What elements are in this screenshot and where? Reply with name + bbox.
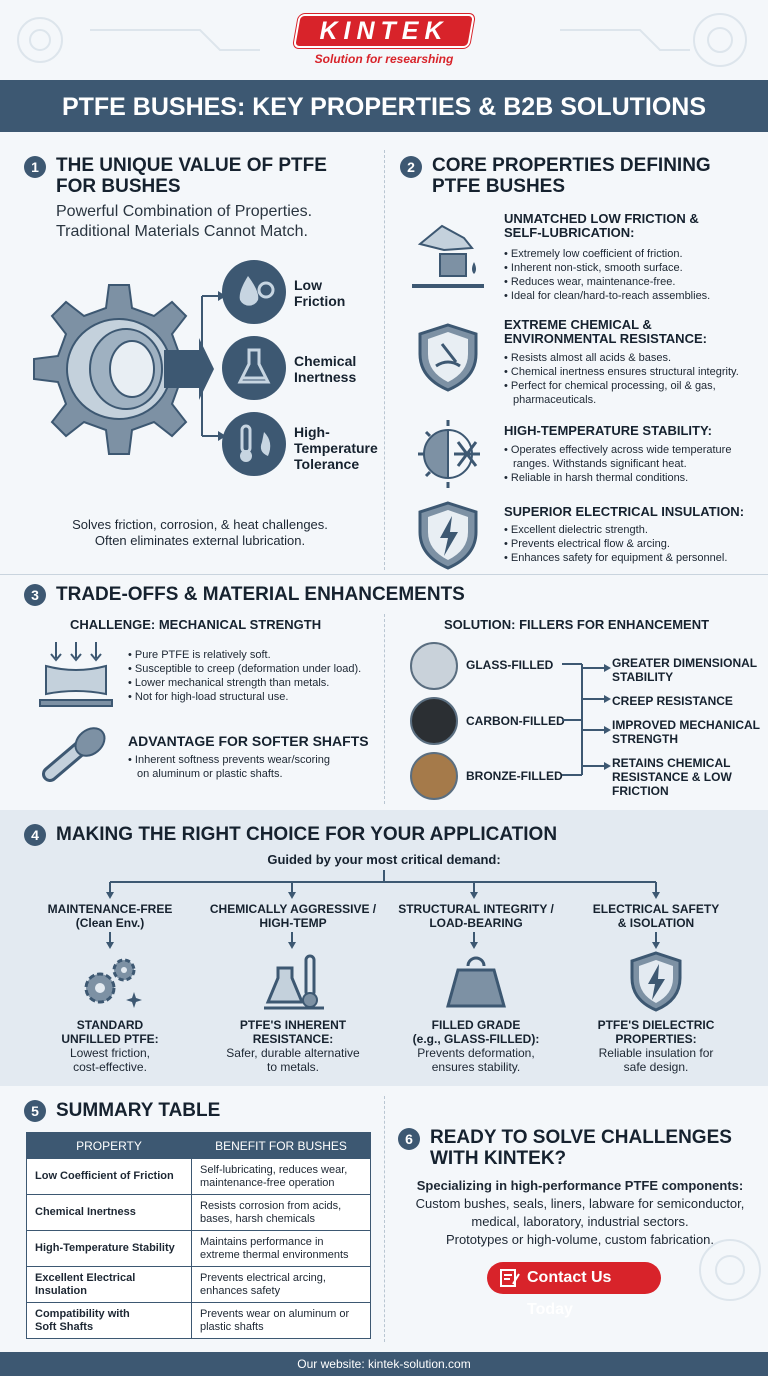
page-title: PTFE BUSHES: KEY PROPERTIES & B2B SOLUTIONS xyxy=(61,93,707,121)
hand-surface-icon xyxy=(408,218,488,294)
chemical-inertness-icon xyxy=(222,336,286,400)
prop-low-friction-list: • Extremely low coefficient of friction. • Inherent non-stick, smooth surface. • Reduces wear, maintenance-free. • Ideal for clean/hard-to-reach assemblies. xyxy=(504,247,710,303)
result-mechanical: IMPROVED MECHANICAL STRENGTH xyxy=(612,718,761,746)
temperature-tolerance-icon xyxy=(222,412,286,476)
divider xyxy=(384,150,385,570)
filler-carbon: CARBON-FILLED xyxy=(466,714,565,728)
prop-temperature-title: HIGH-TEMPERATURE STABILITY: xyxy=(504,423,712,438)
challenge-list: • Pure PTFE is relatively soft. • Susceptible to creep (deformation under load). • Lower mechanical strength than metals. • Not for high-load structural use. xyxy=(128,648,361,704)
form-icon xyxy=(499,1268,521,1288)
bushing-gear-icon xyxy=(14,280,214,470)
glass-filler-swatch xyxy=(410,642,458,690)
sun-snowflake-icon xyxy=(410,418,486,490)
section-6-body: Specializing in high-performance PTFE components: Custom bushes, seals, liners, labware for semiconductor, medical, laboratory, industrial sectors. Prototypes or high-volume, custom fabrication. xyxy=(415,1178,745,1247)
section-6-number: 6 xyxy=(398,1128,420,1150)
table-row: Low Coefficient of Friction Self-lubricating, reduces wear, maintenance-free operation xyxy=(27,1159,371,1195)
section-3-title: TRADE-OFFS & MATERIAL ENHANCEMENTS xyxy=(56,584,465,605)
footer-website: Our website: kintek-solution.com xyxy=(0,1352,768,1376)
section-5-title: SUMMARY TABLE xyxy=(56,1100,221,1121)
choice-maintenance-result: STANDARD UNFILLED PTFE: Lowest friction, cost-effective. xyxy=(61,1018,159,1074)
result-creep: CREEP RESISTANCE xyxy=(612,694,733,708)
choice-electrical-header: ELECTRICAL SAFETY & ISOLATION xyxy=(592,902,720,930)
section-2-number: 2 xyxy=(400,156,422,178)
contact-button-label: Contact Us Today xyxy=(527,1269,612,1318)
compression-icon xyxy=(36,638,116,710)
advantage-list: • Inherent softness prevents wear/scoring on aluminum or plastic shafts. xyxy=(128,753,330,781)
table-row: Excellent Electrical Insulation Prevents electrical arcing, enhances safety xyxy=(27,1267,371,1303)
table-row: High-Temperature Stability Maintains performance in extreme thermal environments xyxy=(27,1231,371,1267)
prop-low-friction-title: UNMATCHED LOW FRICTION & SELF-LUBRICATION: xyxy=(504,211,699,240)
section-1-number: 1 xyxy=(24,156,46,178)
section-4-title: MAKING THE RIGHT CHOICE FOR YOUR APPLICATION xyxy=(56,824,558,845)
choice-chemical-header: CHEMICALLY AGGRESSIVE / HIGH-TEMP xyxy=(209,902,377,930)
prop-chemical-title: EXTREME CHEMICAL & ENVIRONMENTAL RESISTANCE: xyxy=(504,317,707,346)
section-1-title: THE UNIQUE VALUE OF PTFE FOR BUSHES xyxy=(56,155,327,197)
divider xyxy=(0,574,768,575)
advantage-title: ADVANTAGE FOR SOFTER SHAFTS xyxy=(128,733,369,749)
table-row: Compatibility with Soft Shafts Prevents wear on aluminum or plastic shafts xyxy=(27,1303,371,1339)
shield-lightning-icon-2 xyxy=(628,950,684,1012)
divider xyxy=(384,1096,385,1342)
low-friction-icon xyxy=(222,260,286,324)
filler-glass: GLASS-FILLED xyxy=(466,658,554,672)
choice-electrical-result: PTFE'S DIELECTRIC PROPERTIES: Reliable insulation for safe design. xyxy=(597,1018,715,1074)
shield-lightning-icon xyxy=(416,500,480,570)
shield-chemical-icon xyxy=(416,322,480,392)
bronze-filler-swatch xyxy=(410,752,458,800)
table-header-property: PROPERTY xyxy=(27,1133,192,1159)
prop-electrical-list: • Excellent dielectric strength. • Prevents electrical flow & arcing. • Enhances safety for equipment & personnel. xyxy=(504,523,727,565)
choice-tree xyxy=(100,870,670,900)
item-chemical-inertness: Chemical Inertness xyxy=(294,353,357,385)
filler-connector xyxy=(556,650,612,790)
section-1-subtitle: Powerful Combination of Properties. Traditional Materials Cannot Match. xyxy=(56,203,313,240)
item-low-friction: Low Friction xyxy=(294,277,346,309)
section-4-number: 4 xyxy=(24,824,46,846)
solution-title: SOLUTION: FILLERS FOR ENHANCEMENT xyxy=(444,617,710,632)
section-2-title: CORE PROPERTIES DEFINING PTFE BUSHES xyxy=(432,155,711,197)
section-6-title: READY TO SOLVE CHALLENGES WITH KINTEK? xyxy=(430,1127,732,1169)
small-arrows xyxy=(100,932,670,950)
section-4-guide: Guided by your most critical demand: xyxy=(267,852,501,867)
filler-bronze: BRONZE-FILLED xyxy=(466,769,563,783)
prop-temperature-list: • Operates effectively across wide temperature ranges. Withstands significant heat. • Reliable in harsh thermal conditions. xyxy=(504,443,731,485)
flask-thermometer-icon xyxy=(262,950,326,1012)
section-5-number: 5 xyxy=(24,1100,46,1122)
choice-chemical-result: PTFE'S INHERENT RESISTANCE: Safer, durable alternative to metals. xyxy=(226,1018,360,1074)
weight-icon xyxy=(444,952,508,1012)
logo-tagline: Solution for researshing xyxy=(314,52,454,66)
shaft-icon xyxy=(40,722,116,788)
logo-text: KINTEK xyxy=(319,17,449,45)
table-row: Chemical Inertness Resists corrosion from acids, bases, harsh chemicals xyxy=(27,1195,371,1231)
section-1-footnote: Solves friction, corrosion, & heat challenges. Often eliminates external lubrication. xyxy=(72,517,328,548)
summary-table xyxy=(26,1132,371,1339)
divider xyxy=(384,614,385,804)
challenge-title: CHALLENGE: MECHANICAL STRENGTH xyxy=(70,617,322,632)
carbon-filler-swatch xyxy=(410,697,458,745)
table-header-benefit: BENEFIT FOR BUSHES xyxy=(192,1133,371,1159)
item-high-temperature: High- Temperature Tolerance xyxy=(294,424,378,472)
prop-chemical-list: • Resists almost all acids & bases. • Chemical inertness ensures structural integrity. • Perfect for chemical processing, oil & gas, pharmaceuticals. xyxy=(504,351,739,407)
choice-structural-header: STRUCTURAL INTEGRITY / LOAD-BEARING xyxy=(398,902,554,930)
result-dimensional: GREATER DIMENSIONAL STABILITY xyxy=(612,656,758,684)
choice-structural-result: FILLED GRADE (e.g., GLASS-FILLED): Prevents deformation, ensures stability. xyxy=(412,1018,540,1074)
section-3-number: 3 xyxy=(24,584,46,606)
choice-maintenance-header: MAINTENANCE-FREE (Clean Env.) xyxy=(47,902,173,930)
gears-icon xyxy=(76,952,144,1012)
result-chemical: RETAINS CHEMICAL RESISTANCE & LOW FRICTION xyxy=(612,756,732,798)
prop-electrical-title: SUPERIOR ELECTRICAL INSULATION: xyxy=(504,504,745,519)
